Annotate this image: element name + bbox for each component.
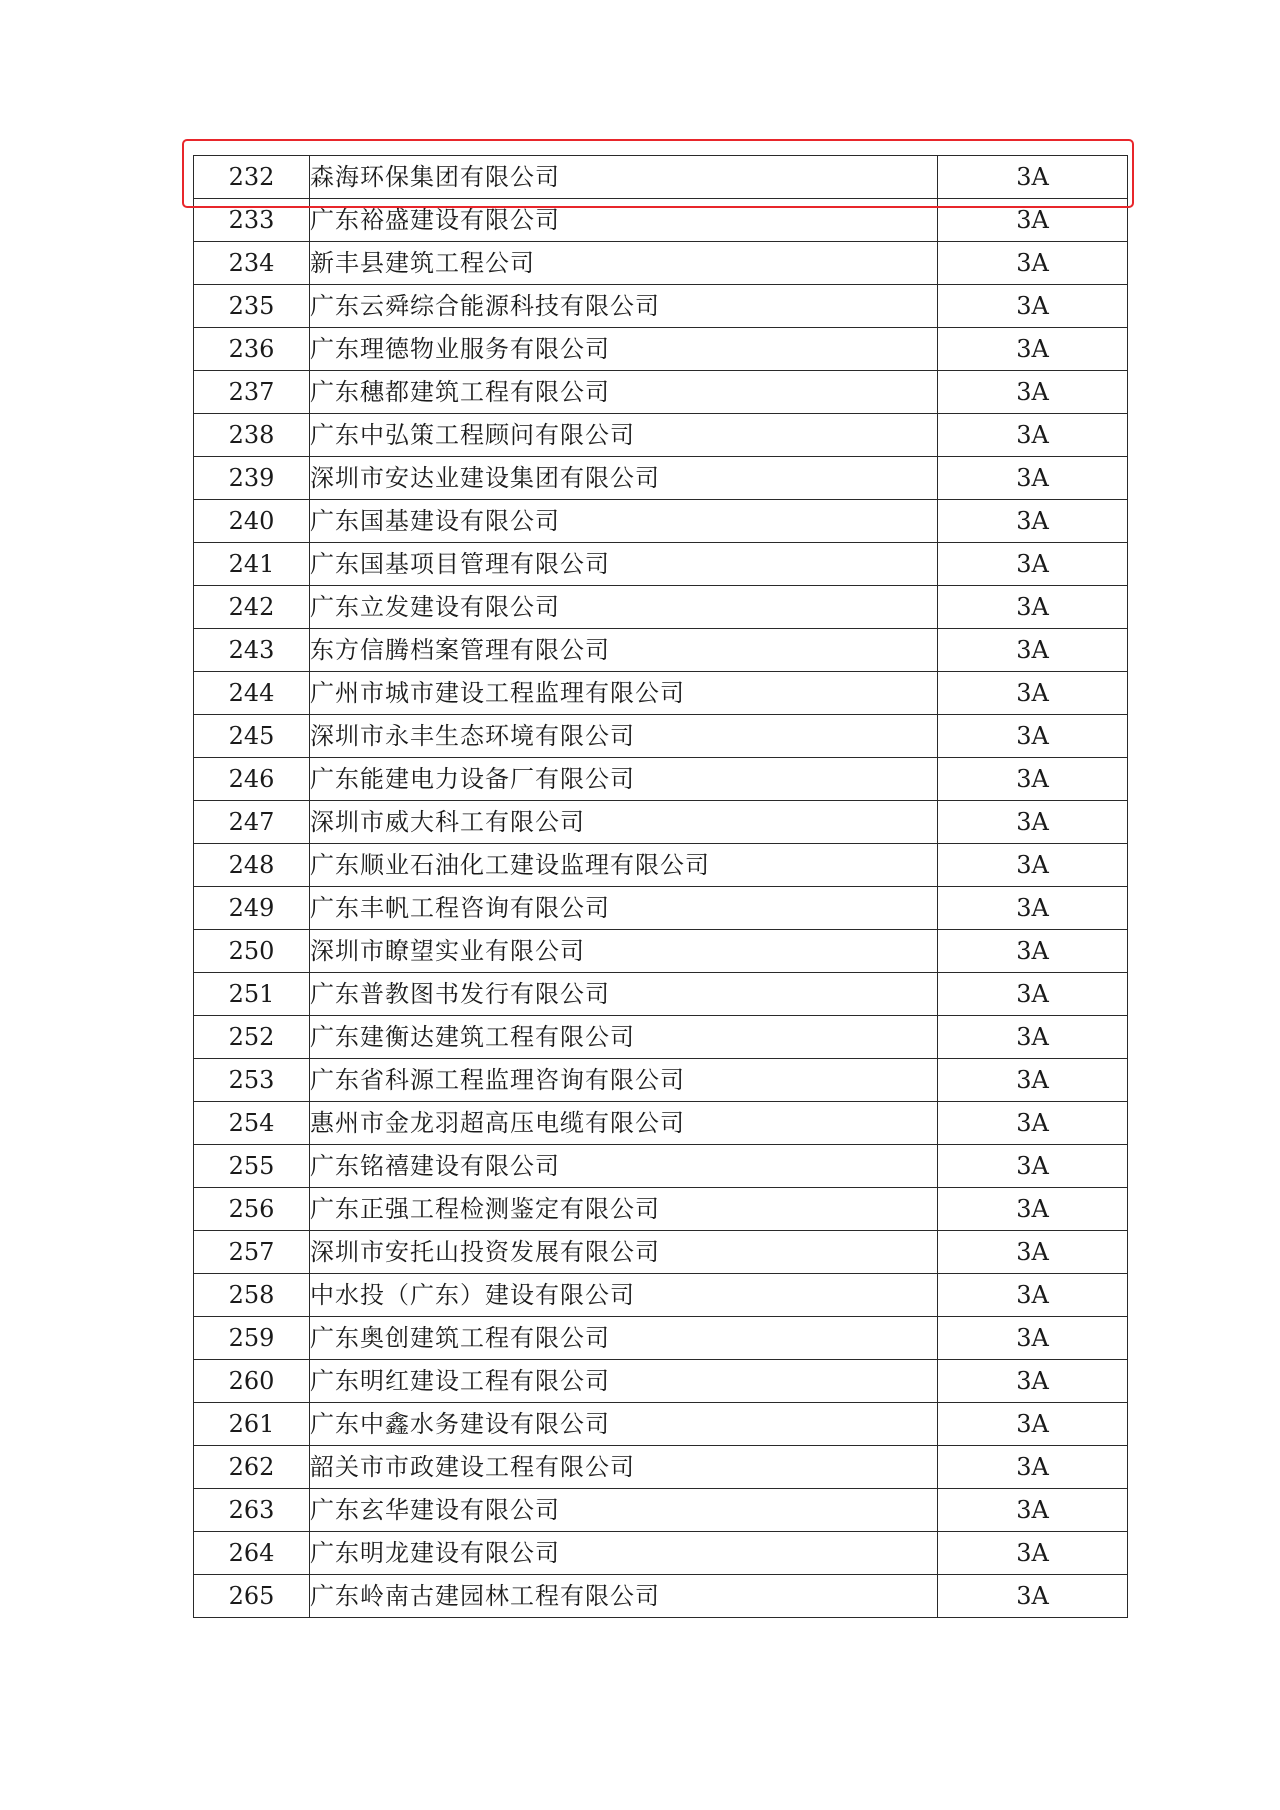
credit-grade-cell: 3A — [938, 1575, 1128, 1618]
credit-grade-cell: 3A — [938, 371, 1128, 414]
company-name-cell: 广东能建电力设备厂有限公司 — [310, 758, 938, 801]
company-name-cell: 广东奥创建筑工程有限公司 — [310, 1317, 938, 1360]
table-row — [194, 887, 1128, 930]
table-row — [194, 844, 1128, 887]
table-row — [194, 1532, 1128, 1575]
credit-grade-cell: 3A — [938, 1446, 1128, 1489]
table-row — [194, 1360, 1128, 1403]
company-name-cell: 广州市城市建设工程监理有限公司 — [310, 672, 938, 715]
table-row — [194, 715, 1128, 758]
table-row — [194, 1188, 1128, 1231]
table-row — [194, 500, 1128, 543]
table-row — [194, 457, 1128, 500]
table-row — [194, 1274, 1128, 1317]
credit-grade-cell: 3A — [938, 414, 1128, 457]
row-number-cell: 238 — [194, 414, 310, 457]
credit-grade-cell: 3A — [938, 199, 1128, 242]
company-name-cell: 广东省科源工程监理咨询有限公司 — [310, 1059, 938, 1102]
row-number-cell: 244 — [194, 672, 310, 715]
credit-grade-cell: 3A — [938, 930, 1128, 973]
row-number-cell: 243 — [194, 629, 310, 672]
company-name-cell: 广东明红建设工程有限公司 — [310, 1360, 938, 1403]
company-name-cell: 深圳市永丰生态环境有限公司 — [310, 715, 938, 758]
credit-grade-cell: 3A — [938, 328, 1128, 371]
row-number-cell: 233 — [194, 199, 310, 242]
table-row — [194, 758, 1128, 801]
table-row — [194, 1145, 1128, 1188]
credit-grade-cell: 3A — [938, 1274, 1128, 1317]
row-number-cell: 258 — [194, 1274, 310, 1317]
table-row — [194, 285, 1128, 328]
company-name-cell: 广东穗都建筑工程有限公司 — [310, 371, 938, 414]
company-name-cell: 广东立发建设有限公司 — [310, 586, 938, 629]
row-number-cell: 239 — [194, 457, 310, 500]
credit-grade-cell: 3A — [938, 758, 1128, 801]
table-row — [194, 586, 1128, 629]
company-name-cell: 深圳市安托山投资发展有限公司 — [310, 1231, 938, 1274]
table-row — [194, 672, 1128, 715]
table-row — [194, 199, 1128, 242]
table-row — [194, 543, 1128, 586]
row-number-cell: 250 — [194, 930, 310, 973]
company-name-cell: 惠州市金龙羽超高压电缆有限公司 — [310, 1102, 938, 1145]
company-name-cell: 广东普教图书发行有限公司 — [310, 973, 938, 1016]
credit-grade-cell: 3A — [938, 242, 1128, 285]
company-name-cell: 深圳市威大科工有限公司 — [310, 801, 938, 844]
row-number-cell: 264 — [194, 1532, 310, 1575]
table-row — [194, 930, 1128, 973]
row-number-cell: 247 — [194, 801, 310, 844]
row-number-cell: 251 — [194, 973, 310, 1016]
credit-grade-cell: 3A — [938, 629, 1128, 672]
table-row — [194, 1489, 1128, 1532]
table-row — [194, 1446, 1128, 1489]
row-number-cell: 245 — [194, 715, 310, 758]
table-row — [194, 801, 1128, 844]
company-name-cell: 韶关市市政建设工程有限公司 — [310, 1446, 938, 1489]
table-row — [194, 414, 1128, 457]
credit-grade-cell: 3A — [938, 1360, 1128, 1403]
credit-grade-cell: 3A — [938, 672, 1128, 715]
row-number-cell: 240 — [194, 500, 310, 543]
credit-grade-cell: 3A — [938, 285, 1128, 328]
table-row — [194, 1403, 1128, 1446]
table-row — [194, 1231, 1128, 1274]
row-number-cell: 261 — [194, 1403, 310, 1446]
credit-grade-cell: 3A — [938, 1231, 1128, 1274]
credit-grade-cell: 3A — [938, 715, 1128, 758]
row-number-cell: 246 — [194, 758, 310, 801]
company-name-cell: 广东正强工程检测鉴定有限公司 — [310, 1188, 938, 1231]
table-row — [194, 371, 1128, 414]
credit-grade-cell: 3A — [938, 973, 1128, 1016]
company-name-cell: 森海环保集团有限公司 — [310, 156, 938, 199]
table-row — [194, 1059, 1128, 1102]
row-number-cell: 263 — [194, 1489, 310, 1532]
credit-grade-cell: 3A — [938, 1489, 1128, 1532]
company-name-cell: 广东铭禧建设有限公司 — [310, 1145, 938, 1188]
credit-grade-cell: 3A — [938, 887, 1128, 930]
company-name-cell: 深圳市瞭望实业有限公司 — [310, 930, 938, 973]
row-number-cell: 236 — [194, 328, 310, 371]
table-row — [194, 328, 1128, 371]
company-rating-table — [193, 155, 1128, 1618]
credit-grade-cell: 3A — [938, 586, 1128, 629]
table-row — [194, 1016, 1128, 1059]
row-number-cell: 257 — [194, 1231, 310, 1274]
row-number-cell: 259 — [194, 1317, 310, 1360]
company-name-cell: 广东玄华建设有限公司 — [310, 1489, 938, 1532]
credit-grade-cell: 3A — [938, 1403, 1128, 1446]
credit-grade-cell: 3A — [938, 1016, 1128, 1059]
company-name-cell: 广东明龙建设有限公司 — [310, 1532, 938, 1575]
row-number-cell: 256 — [194, 1188, 310, 1231]
company-name-cell: 广东裕盛建设有限公司 — [310, 199, 938, 242]
table-row — [194, 1317, 1128, 1360]
table-row — [194, 629, 1128, 672]
credit-grade-cell: 3A — [938, 156, 1128, 199]
row-number-cell: 242 — [194, 586, 310, 629]
company-name-cell: 广东中鑫水务建设有限公司 — [310, 1403, 938, 1446]
row-number-cell: 241 — [194, 543, 310, 586]
row-number-cell: 253 — [194, 1059, 310, 1102]
company-name-cell: 中水投（广东）建设有限公司 — [310, 1274, 938, 1317]
table-row — [194, 973, 1128, 1016]
row-number-cell: 235 — [194, 285, 310, 328]
table-body — [194, 156, 1128, 1618]
credit-grade-cell: 3A — [938, 543, 1128, 586]
row-number-cell: 265 — [194, 1575, 310, 1618]
row-number-cell: 254 — [194, 1102, 310, 1145]
row-number-cell: 255 — [194, 1145, 310, 1188]
company-name-cell: 广东丰帆工程咨询有限公司 — [310, 887, 938, 930]
row-number-cell: 252 — [194, 1016, 310, 1059]
company-name-cell: 广东理德物业服务有限公司 — [310, 328, 938, 371]
credit-grade-cell: 3A — [938, 500, 1128, 543]
company-name-cell: 新丰县建筑工程公司 — [310, 242, 938, 285]
table-row — [194, 156, 1128, 199]
row-number-cell: 260 — [194, 1360, 310, 1403]
company-name-cell: 广东国基建设有限公司 — [310, 500, 938, 543]
credit-grade-cell: 3A — [938, 1145, 1128, 1188]
credit-grade-cell: 3A — [938, 1532, 1128, 1575]
row-number-cell: 234 — [194, 242, 310, 285]
credit-grade-cell: 3A — [938, 457, 1128, 500]
row-number-cell: 262 — [194, 1446, 310, 1489]
row-number-cell: 248 — [194, 844, 310, 887]
credit-grade-cell: 3A — [938, 844, 1128, 887]
credit-grade-cell: 3A — [938, 1059, 1128, 1102]
credit-grade-cell: 3A — [938, 801, 1128, 844]
company-name-cell: 广东顺业石油化工建设监理有限公司 — [310, 844, 938, 887]
company-name-cell: 广东国基项目管理有限公司 — [310, 543, 938, 586]
credit-grade-cell: 3A — [938, 1317, 1128, 1360]
table-row — [194, 242, 1128, 285]
table-row — [194, 1102, 1128, 1145]
company-name-cell: 广东岭南古建园林工程有限公司 — [310, 1575, 938, 1618]
company-name-cell: 深圳市安达业建设集团有限公司 — [310, 457, 938, 500]
row-number-cell: 249 — [194, 887, 310, 930]
row-number-cell: 237 — [194, 371, 310, 414]
company-name-cell: 广东云舜综合能源科技有限公司 — [310, 285, 938, 328]
company-name-cell: 广东中弘策工程顾问有限公司 — [310, 414, 938, 457]
credit-grade-cell: 3A — [938, 1102, 1128, 1145]
company-name-cell: 广东建衡达建筑工程有限公司 — [310, 1016, 938, 1059]
row-number-cell: 232 — [194, 156, 310, 199]
table-row — [194, 1575, 1128, 1618]
credit-grade-cell: 3A — [938, 1188, 1128, 1231]
company-name-cell: 东方信腾档案管理有限公司 — [310, 629, 938, 672]
